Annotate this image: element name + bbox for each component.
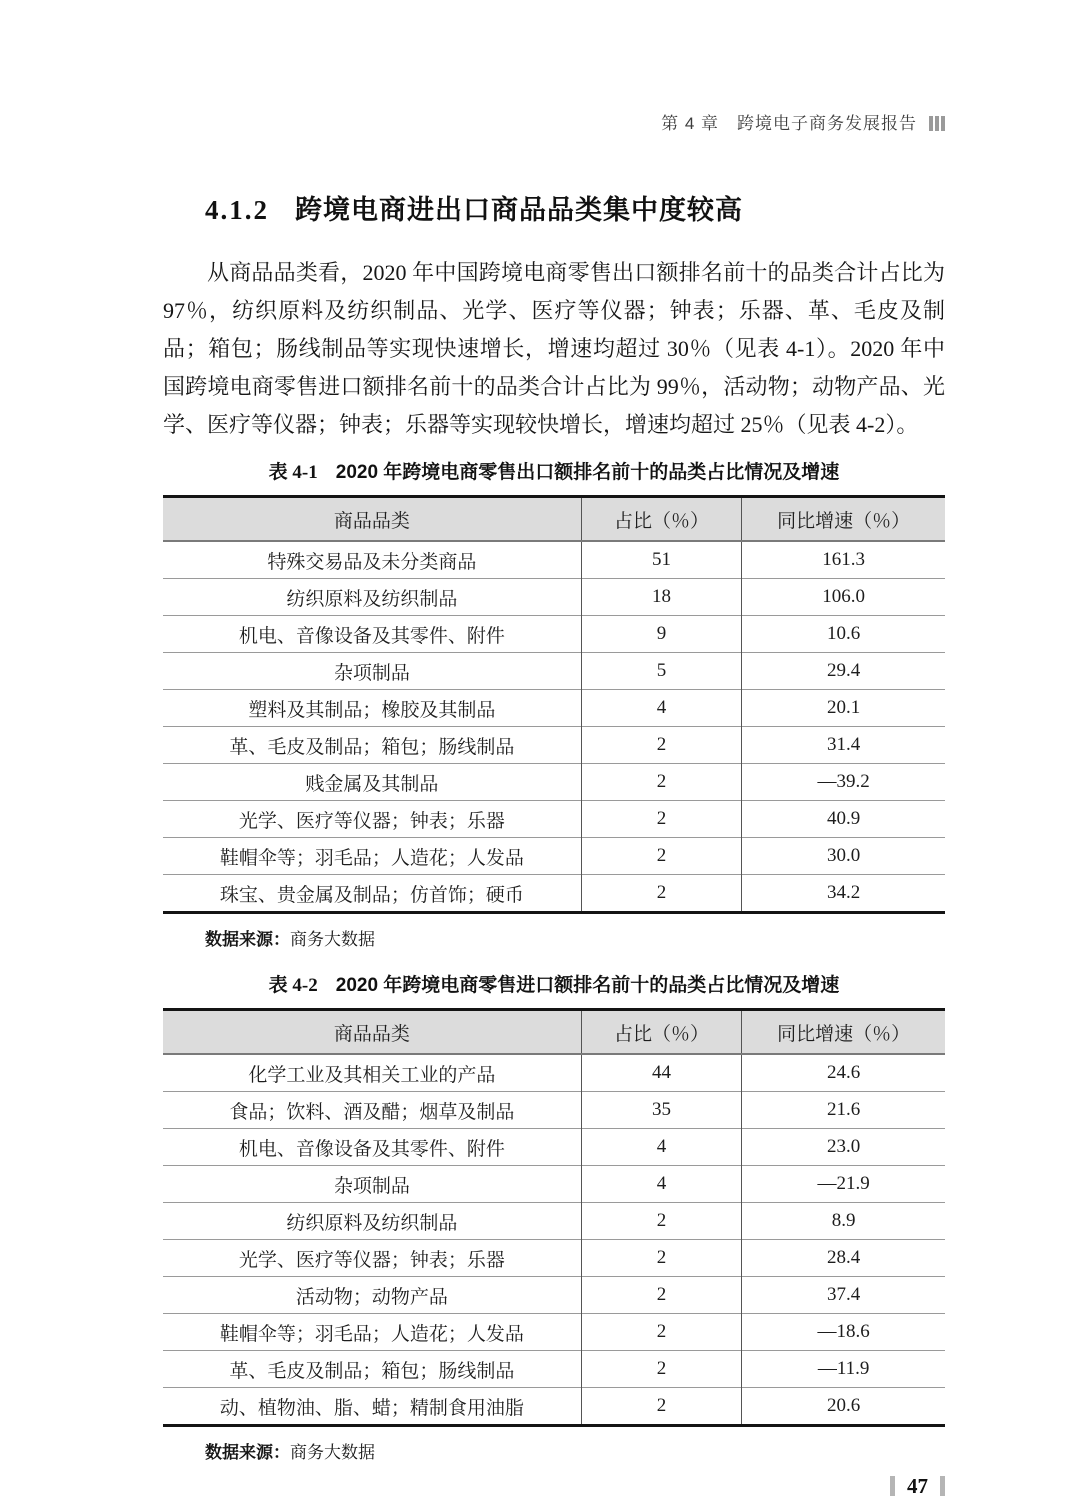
growth-cell: —18.6	[742, 1314, 945, 1351]
column-header-share: 占比（％）	[581, 1010, 741, 1055]
table-row	[163, 801, 945, 838]
category-cell: 革、毛皮及制品；箱包；肠线制品	[163, 1351, 581, 1388]
column-header-growth: 同比增速（％）	[742, 1010, 945, 1055]
table2-caption-label: 表 4-2	[268, 975, 318, 996]
import-categories-table	[163, 1008, 945, 1427]
table-row	[163, 875, 945, 913]
share-cell: 4	[581, 690, 741, 727]
share-cell: 9	[581, 616, 741, 653]
share-cell: 35	[581, 1092, 741, 1129]
share-cell: 2	[581, 801, 741, 838]
category-cell: 机电、音像设备及其零件、附件	[163, 616, 581, 653]
share-cell: 2	[581, 1277, 741, 1314]
category-cell: 贱金属及其制品	[163, 764, 581, 801]
table2-header	[163, 1010, 945, 1055]
table2-body	[163, 1054, 945, 1426]
section-title: 跨境电商进出口商品品类集中度较高	[295, 195, 743, 225]
header-bars-icon	[927, 114, 945, 138]
section-heading	[205, 194, 945, 226]
category-cell: 光学、医疗等仪器；钟表；乐器	[163, 801, 581, 838]
table-row	[163, 541, 945, 579]
growth-cell: 31.4	[742, 727, 945, 764]
table-row	[163, 1277, 945, 1314]
table-row	[163, 690, 945, 727]
share-cell: 2	[581, 1240, 741, 1277]
share-cell: 2	[581, 838, 741, 875]
column-header-category: 商品品类	[163, 497, 581, 542]
table-row	[163, 579, 945, 616]
category-cell: 纺织原料及纺织制品	[163, 1203, 581, 1240]
growth-cell: —11.9	[742, 1351, 945, 1388]
growth-cell: 161.3	[742, 541, 945, 579]
table2-caption	[163, 973, 945, 999]
body-paragraph: 从商品品类看，2020 年中国跨境电商零售出口额排名前十的品类合计占比为 97％，纺织原料及纺织制品、光学、医疗等仪器；钟表；乐器、革、毛皮及制品；箱包；肠线制品等实现快速增长，增速均超过 30％（见表 4-1）。2020 年中国跨境电商零售进口额排名前十的品类合计占比为 99％，活动物；动物产品、光学、医疗等仪器；钟表；乐器等实现较快增长，增速均超过 25％（见表 4-2）。	[163, 260, 945, 437]
table-row	[163, 838, 945, 875]
growth-cell: 40.9	[742, 801, 945, 838]
growth-cell: 21.6	[742, 1092, 945, 1129]
table2-caption-text: 2020 年跨境电商零售进口额排名前十的品类占比情况及增速	[335, 975, 840, 996]
growth-cell: 106.0	[742, 579, 945, 616]
share-cell: 5	[581, 653, 741, 690]
share-cell: 4	[581, 1129, 741, 1166]
share-cell: 2	[581, 764, 741, 801]
page-number-bar-right	[940, 1476, 945, 1496]
share-cell: 18	[581, 579, 741, 616]
category-cell: 杂项制品	[163, 653, 581, 690]
category-cell: 动、植物油、脂、蜡；精制食用油脂	[163, 1388, 581, 1426]
source-label: 数据来源：	[205, 930, 290, 949]
column-header-category: 商品品类	[163, 1010, 581, 1055]
share-cell: 2	[581, 1314, 741, 1351]
page-number-bar-left	[890, 1476, 895, 1496]
category-cell: 鞋帽伞等；羽毛品；人造花；人发品	[163, 838, 581, 875]
export-categories-table	[163, 495, 945, 914]
share-cell: 4	[581, 1166, 741, 1203]
table-row	[163, 727, 945, 764]
share-cell: 2	[581, 1388, 741, 1426]
growth-cell: 10.6	[742, 616, 945, 653]
table2-source-note	[205, 1442, 945, 1464]
growth-cell: 23.0	[742, 1129, 945, 1166]
table1-caption-text: 2020 年跨境电商零售出口额排名前十的品类占比情况及增速	[335, 462, 840, 483]
share-cell: 2	[581, 875, 741, 913]
category-cell: 纺织原料及纺织制品	[163, 579, 581, 616]
category-cell: 活动物；动物产品	[163, 1277, 581, 1314]
table1-caption-label: 表 4-1	[268, 462, 318, 483]
category-cell: 塑料及其制品；橡胶及其制品	[163, 690, 581, 727]
page-number	[163, 1474, 945, 1498]
column-header-share: 占比（％）	[581, 497, 741, 542]
table1-source-note	[205, 929, 945, 951]
growth-cell: 20.6	[742, 1388, 945, 1426]
table1-body	[163, 541, 945, 913]
source-value: 商务大数据	[290, 930, 375, 949]
table-row	[163, 1203, 945, 1240]
table-row	[163, 1351, 945, 1388]
table-row	[163, 1388, 945, 1426]
growth-cell: 8.9	[742, 1203, 945, 1240]
category-cell: 光学、医疗等仪器；钟表；乐器	[163, 1240, 581, 1277]
share-cell: 2	[581, 1351, 741, 1388]
table-row	[163, 764, 945, 801]
category-cell: 化学工业及其相关工业的产品	[163, 1054, 581, 1092]
growth-cell: 20.1	[742, 690, 945, 727]
table-row	[163, 1129, 945, 1166]
growth-cell: 28.4	[742, 1240, 945, 1277]
share-cell: 44	[581, 1054, 741, 1092]
category-cell: 杂项制品	[163, 1166, 581, 1203]
table-row	[163, 616, 945, 653]
growth-cell: 37.4	[742, 1277, 945, 1314]
table-row	[163, 653, 945, 690]
source-value: 商务大数据	[290, 1443, 375, 1462]
chapter-label: 第 4 章 跨境电子商务发展报告	[661, 114, 917, 133]
growth-cell: 24.6	[742, 1054, 945, 1092]
category-cell: 机电、音像设备及其零件、附件	[163, 1129, 581, 1166]
share-cell: 51	[581, 541, 741, 579]
section-number: 4.1.2	[205, 195, 269, 225]
share-cell: 2	[581, 727, 741, 764]
table-row	[163, 1166, 945, 1203]
growth-cell: 34.2	[742, 875, 945, 913]
category-cell: 特殊交易品及未分类商品	[163, 541, 581, 579]
column-header-growth: 同比增速（％）	[742, 497, 945, 542]
category-cell: 食品；饮料、酒及醋；烟草及制品	[163, 1092, 581, 1129]
page-number-value: 47	[907, 1474, 928, 1498]
table-row	[163, 1092, 945, 1129]
growth-cell: 29.4	[742, 653, 945, 690]
source-label: 数据来源：	[205, 1443, 290, 1462]
table-row	[163, 1314, 945, 1351]
share-cell: 2	[581, 1203, 741, 1240]
category-cell: 革、毛皮及制品；箱包；肠线制品	[163, 727, 581, 764]
running-header	[163, 0, 945, 138]
table1-caption	[163, 460, 945, 486]
growth-cell: 30.0	[742, 838, 945, 875]
category-cell: 珠宝、贵金属及制品；仿首饰；硬币	[163, 875, 581, 913]
table-row	[163, 1240, 945, 1277]
growth-cell: —39.2	[742, 764, 945, 801]
table-row	[163, 1054, 945, 1092]
table1-header	[163, 497, 945, 542]
growth-cell: —21.9	[742, 1166, 945, 1203]
category-cell: 鞋帽伞等；羽毛品；人造花；人发品	[163, 1314, 581, 1351]
